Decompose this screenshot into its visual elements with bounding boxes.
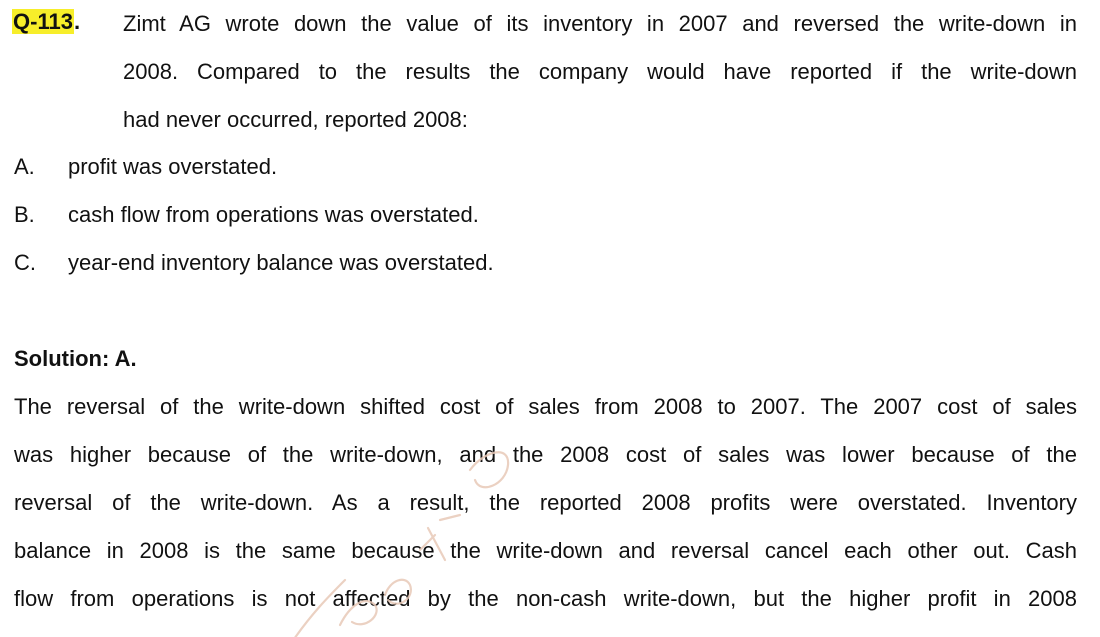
- solution-text: [14, 383, 1077, 623]
- solution-line: The reversal of the write-down shifted cost of sales from 2008 to 2007. The 2007 cost of sales: [14, 394, 1077, 419]
- option-letter: C.: [14, 250, 36, 275]
- solution-line: flow from operations is not affected by the non-cash write-down, but the higher profit in 2008: [14, 586, 1077, 611]
- solution-line: was higher because of the write-down, and the 2008 cost of sales was lower because of the: [14, 442, 1077, 467]
- option-text: year-end inventory balance was overstated.: [68, 250, 494, 275]
- question-line: 2008. Compared to the results the company would have reported if the write-down: [123, 59, 1077, 84]
- question-block: [0, 0, 1100, 145]
- question-number-highlight: Q-113: [13, 9, 73, 34]
- option-letter: A.: [14, 154, 35, 179]
- question-number-suffix: .: [73, 9, 81, 34]
- option-b: [14, 191, 479, 239]
- option-text: cash flow from operations was overstated.: [68, 202, 479, 227]
- question-line: Zimt AG wrote down the value of its inventory in 2007 and reversed the write-down in: [123, 11, 1077, 36]
- solution-line: balance in 2008 is the same because the write-down and reversal cancel each other out. Cash: [14, 538, 1077, 563]
- option-c: [14, 239, 494, 287]
- option-letter: B.: [14, 202, 35, 227]
- question-text: [123, 0, 1077, 144]
- question-line: had never occurred, reported 2008:: [123, 107, 468, 132]
- option-a: [14, 143, 277, 191]
- question-number: [12, 6, 80, 37]
- solution-line: reversal of the write-down. As a result, the reported 2008 profits were overstated. Inventory: [14, 490, 1077, 515]
- solution-title: Solution: A.: [14, 346, 137, 371]
- option-text: profit was overstated.: [68, 154, 278, 179]
